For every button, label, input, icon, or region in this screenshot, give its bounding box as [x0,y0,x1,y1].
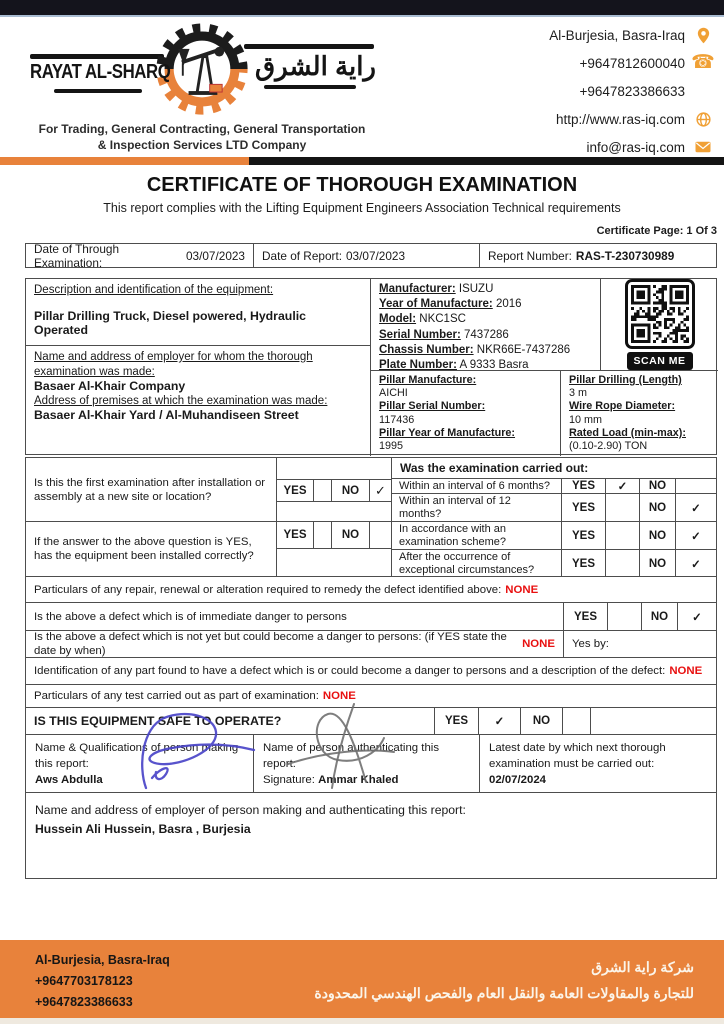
test-label: Particulars of any test carried out as part of examination: [34,690,319,702]
contact-phone1: +9647812600040 [579,55,685,71]
condition-row-6-months [392,479,716,494]
tagline-line2: & Inspection Services LTD Company [97,138,307,152]
pillar-manufacture-label: Pillar Manufacture: [379,374,477,386]
report-number-label: Report Number: [488,248,572,263]
description-value: Pillar Drilling Truck, Diesel powered, Hydraulic Operated [34,308,306,337]
immediate-danger-text: Is the above a defect which is of immediate danger to persons [34,610,347,623]
report-employer-cell [26,793,475,878]
footer-bottom-strip [0,1018,724,1024]
auth-name: Ammar Khaled [318,774,399,786]
safe-to-operate-row [26,708,716,735]
pillar-serial-value: 117436 [379,413,415,426]
globe-icon [694,110,712,128]
manufacturer-label: Manufacturer: [379,283,456,295]
question-installed-correctly: If the answer to the above question is YES, has the equipment been installed correctly? [34,536,254,562]
footer-tagline-ar: للتجارة والمقاولات العامة والنقل العام والفحص الهندسي المحدودة [314,985,694,1001]
identification-label: Identification of any part found to have a defect which is or could become a danger to persons and a description of the defect: [34,665,666,677]
test-value: NONE [322,690,356,702]
pillar-manufacture-value: AICHI [379,387,408,400]
cond0-yes-label: YES [561,479,605,494]
contact-address: Al-Burjesia, Basra-Iraq [549,27,685,43]
footer-phone1: +9647703178123 [35,974,133,988]
cond3-no-checkbox[interactable]: ✓ [675,550,716,577]
condition-row-scheme [392,522,716,549]
footer-phone2: +9647823386633 [35,995,133,1009]
year-label: Year of Manufacture: [379,298,493,311]
contact-address-row [497,21,712,49]
cond0-yes-checkbox[interactable]: ✓ [605,479,639,494]
chassis-value: NKR66E-7437286 [476,343,571,356]
contact-website[interactable]: http://www.ras-iq.com [555,111,685,127]
q1-yes-checkbox[interactable] [313,480,331,501]
danger-yes-label: YES [563,603,607,630]
authenticator-signature-cell [253,735,479,792]
next-examination-cell [479,735,716,792]
scan-me-label: SCAN ME [627,352,693,371]
company-name-ar: راية الشرق [254,51,376,81]
q2-yes-checkbox[interactable] [313,522,331,548]
drilling-length-value: 3 m [569,387,587,400]
potential-danger-row [26,631,716,658]
cond0-no-checkbox[interactable] [675,479,716,494]
report-number-cell [479,244,716,267]
report-date-value: 03/07/2023 [346,248,406,263]
contact-email[interactable]: info@ras-iq.com [586,139,685,155]
model-label: Model: [379,313,417,326]
report-number-value: RAS-T-230730989 [575,248,675,263]
header-divider [0,157,724,165]
potential-danger-value: NONE [522,638,555,650]
footer-company-name-ar: شركة راية الشرق [591,959,694,975]
pillar-year-value: 1995 [379,440,404,453]
auth-signature-label: Signature: [263,774,315,786]
safe-yes-checkbox[interactable]: ✓ [478,708,520,734]
defect-identification-row [26,658,716,685]
exam-date-value: 03/07/2023 [185,248,245,263]
contact-phone2-row [497,77,712,105]
report-employer-value: Hussein Ali Hussein, Basra , Burjesia [35,822,251,836]
logo-bar-left-bottom [54,89,142,93]
cond1-yes-label: YES [561,494,605,521]
auth-label: Name of person authenticating this report: [263,742,440,770]
cond2-yes-label: YES [561,522,605,549]
plate-label: Plate Number: [379,359,457,372]
cond2-no-checkbox[interactable]: ✓ [675,522,716,549]
logo-bar-right-bottom [264,85,356,89]
employer-cell [26,346,371,456]
equipment-table [25,278,717,455]
tagline-line1: For Trading, General Contracting, General Transportation [38,122,366,136]
cond1-no-checkbox[interactable]: ✓ [675,494,716,521]
date-of-report-cell [253,244,479,267]
next-exam-date: 02/07/2024 [489,774,547,786]
q1-no-checkbox[interactable]: ✓ [369,480,391,501]
condition-text: In accordance with an examination scheme? [399,523,507,548]
letterhead [0,17,724,157]
identification-value: NONE [669,665,703,677]
pillar-specs-cell [371,371,561,456]
company-name-en: RAYAT AL-SHARQ [30,61,171,83]
exam-date-label: Date of Through Examination: [34,241,120,270]
company-logo [28,27,376,153]
logo-bar-right [244,44,374,49]
pillar-serial-label: Pillar Serial Number: [379,400,486,413]
cond2-yes-checkbox[interactable] [605,522,639,549]
carried-out-header: Was the examination carried out: [392,458,716,479]
safe-no-label: NO [520,708,562,734]
wire-rope-label: Wire Rope Diameter: [569,400,676,413]
pillar-year-label: Pillar Year of Manufacture: [379,426,516,439]
model-value: NKC1SC [419,313,466,326]
safe-to-operate-text: IS THIS EQUIPMENT SAFE TO OPERATE? [34,714,282,728]
manufacturer-value: ISUZU [458,283,494,295]
question-first-examination: Is this the first examination after installation or assembly at a new site or location? [34,476,266,503]
repair-particulars-row [26,577,716,603]
rated-load-label: Rated Load (min-max): [569,426,686,439]
pillar-drilling-cell [561,371,718,456]
danger-yes-checkbox[interactable] [607,603,641,630]
qr-cell [601,279,718,371]
danger-no-label: NO [641,603,677,630]
company-tagline [28,121,376,153]
examination-table [25,457,717,879]
cond2-no-label: NO [639,522,675,549]
signature-row [26,735,716,793]
year-value: 2016 [495,298,522,311]
cond3-yes-checkbox[interactable] [605,550,639,577]
cond3-no-label: NO [639,550,675,577]
drilling-length-label: Pillar Drilling (Length) [569,374,682,386]
safe-no-checkbox[interactable] [562,708,590,734]
equipment-description-cell [26,279,371,346]
cond1-yes-checkbox[interactable] [605,494,639,521]
contact-block [497,21,715,161]
footer-company-arabic [314,954,694,1006]
potential-danger-text: Is the above a defect which is not yet but could become a danger to persons: (if YES state the date by when) [34,631,507,657]
serial-label: Serial Number: [379,328,461,341]
certificate-subtitle: This report complies with the Lifting Equipment Engineers Association Technical requirements [103,201,621,215]
footer-contact [35,950,170,1013]
yes-by-cell[interactable]: Yes by: [563,631,716,657]
report-date-label: Date of Report: [262,248,342,263]
qr-code-grid [631,285,689,343]
date-summary-table [25,243,717,268]
q1-no-label: NO [331,480,369,501]
installed-correctly-row [26,522,716,577]
cond0-no-label: NO [639,479,675,494]
top-black-bar [0,0,724,17]
q2-yes-label: YES [283,529,307,541]
footer-address: Al-Burjesia, Basra-Iraq [35,953,170,967]
cond3-yes-label: YES [561,550,605,577]
maker-name: Aws Abdulla [35,774,103,786]
plate-value: A 9333 Basra [459,359,529,372]
condition-row-12-months [392,493,716,521]
logo-bar-left [30,54,164,59]
description-label: Description and identification of the equipment: [34,284,274,296]
condition-text: Within an interval of 6 months? [399,479,551,492]
maker-label: Name & Qualifications of person making this report: [35,742,239,770]
premises-value: Basaer Al-Khair Yard / Al-Muhandiseen Street [34,408,299,422]
q2-no-label: NO [331,522,369,548]
potential-danger-cell [26,631,563,657]
q1-yes-label: YES [283,484,307,497]
wire-rope-value: 10 mm [569,413,602,426]
certificate-page-note: Certificate Page: 1 Of 3 [596,225,717,237]
employer-value: Basaer Al-Khair Company [34,379,186,393]
report-employer-label: Name and address of employer of person making and authenticating this report: [35,803,466,817]
contact-phone2: +9647823386633 [579,83,685,99]
safe-extra-cell [590,708,716,734]
danger-no-checkbox[interactable]: ✓ [677,603,716,630]
icon-spacer [694,82,712,100]
qr-code [625,279,695,349]
vehicle-specs-cell [371,279,601,371]
report-employer-row [26,793,716,878]
repair-label: Particulars of any repair, renewal or alteration required to remedy the defect identified above: [34,583,502,596]
q2-no-checkbox[interactable] [369,522,391,548]
condition-text: Within an interval of 12 months? [399,495,511,520]
contact-phone1-row [497,49,715,77]
chassis-label: Chassis Number: [379,343,474,356]
condition-row-exceptional [392,549,716,577]
condition-text: After the occurrence of exceptional circumstances? [399,551,535,576]
contact-website-row [497,105,712,133]
premises-label: Address of premises at which the examination was made: [34,394,328,407]
maker-signature-cell [26,735,253,792]
safe-yes-label: YES [434,708,478,734]
location-pin-icon [694,26,712,44]
repair-value: NONE [505,583,539,596]
employer-label: Name and address of employer for whom the thorough examination was made: [34,351,313,378]
footer [0,940,724,1018]
certificate-title: CERTIFICATE OF THOROUGH EXAMINATION [146,174,578,196]
phone-icon: ☎ [691,52,715,73]
serial-value: 7437286 [464,328,509,341]
cond1-no-label: NO [639,494,675,521]
immediate-danger-row [26,603,716,631]
rated-load-value: (0.10-2.90) TON [569,440,648,453]
test-particulars-row [26,685,716,708]
next-exam-label: Latest date by which next thorough examination must be carried out: [489,742,666,770]
first-examination-row [26,458,716,522]
envelope-icon [694,138,712,156]
date-of-examination-cell [26,241,253,270]
